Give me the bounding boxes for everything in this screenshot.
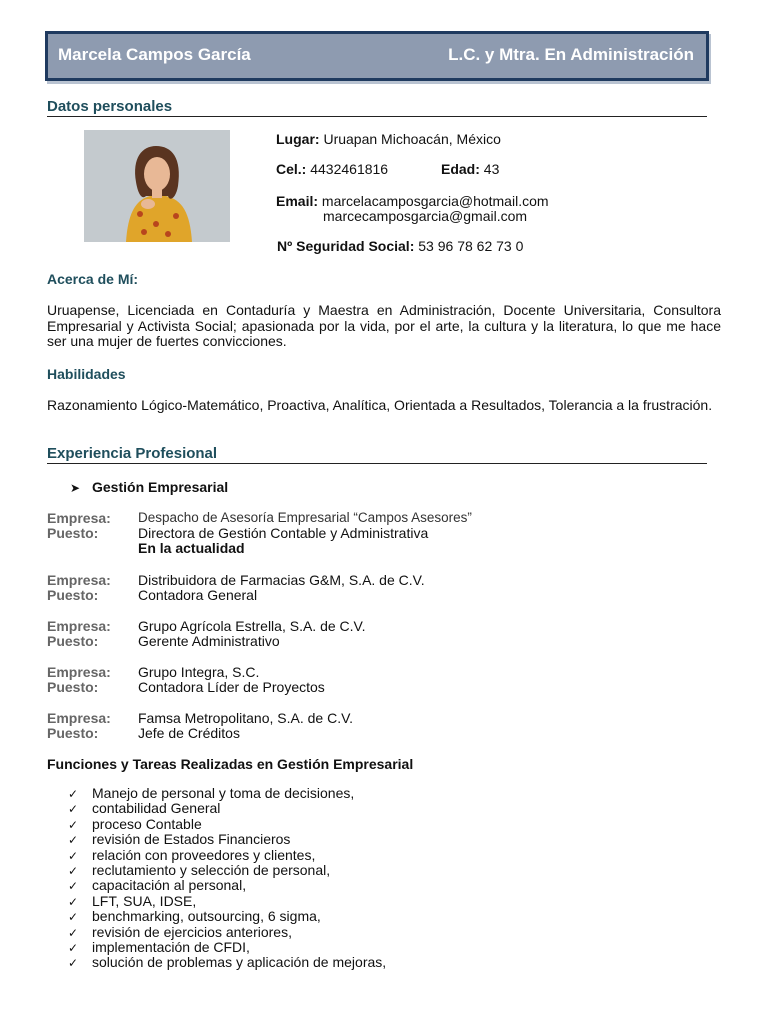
job-2-empresa: Distribuidora de Farmacias G&M, S.A. de C.V.	[138, 572, 425, 588]
job-1-puesto-label: Puesto:	[47, 525, 99, 541]
function-item	[68, 955, 386, 970]
profile-photo	[84, 130, 230, 242]
function-item	[68, 878, 386, 893]
candidate-name: Marcela Campos García	[58, 45, 251, 64]
checkmark-icon: ✓	[68, 925, 79, 940]
name-header-bar	[45, 31, 709, 81]
function-item	[68, 832, 386, 847]
function-item-text: revisión de ejercicios anteriores,	[92, 923, 292, 940]
job-5-empresa-label: Empresa:	[47, 710, 111, 726]
edad-label: Edad:	[441, 161, 480, 177]
nss-value: 53 96 78 62 73 0	[418, 238, 524, 254]
email-label: Email:	[276, 193, 319, 209]
job-1-empresa-label: Empresa:	[47, 510, 111, 526]
nss-label: Nº Seguridad Social:	[277, 238, 415, 254]
lugar-line	[276, 131, 501, 147]
function-item-text: LFT, SUA, IDSE,	[92, 892, 197, 909]
job-4-empresa-label: Empresa:	[47, 664, 111, 680]
function-item-text: Manejo de personal y toma de decisiones,	[92, 785, 355, 801]
function-item-text: reclutamiento y selección de personal,	[92, 861, 331, 878]
candidate-degree: L.C. y Mtra. En Administración	[448, 45, 694, 64]
lugar-label: Lugar:	[276, 131, 320, 147]
job-2-puesto: Contadora General	[138, 587, 258, 603]
cel-value: 4432461816	[310, 161, 389, 177]
job-2-puesto-label: Puesto:	[47, 587, 99, 603]
checkmark-icon: ✓	[68, 956, 79, 971]
function-item	[68, 848, 386, 863]
function-item-text: benchmarking, outsourcing, 6 sigma,	[92, 908, 321, 925]
job-1-puesto: Directora de Gestión Contable y Administrativa	[138, 525, 429, 541]
checkmark-icon: ✓	[68, 910, 79, 925]
profile-photo-image	[84, 130, 230, 242]
functions-title: Funciones y Tareas Realizadas en Gestión Empresarial	[47, 756, 414, 772]
checkmark-icon: ✓	[68, 833, 79, 848]
function-item	[68, 801, 386, 816]
checkmark-icon: ✓	[68, 802, 79, 817]
checkmark-icon: ✓	[68, 894, 79, 909]
job-2-empresa-label: Empresa:	[47, 572, 111, 588]
checkmark-icon: ✓	[68, 863, 79, 878]
job-3-empresa-label: Empresa:	[47, 618, 111, 634]
job-1-note: En la actualidad	[138, 540, 245, 556]
function-item-text: capacitación al personal,	[92, 877, 247, 894]
function-item	[68, 786, 386, 801]
section-title-skills: Habilidades	[47, 366, 126, 382]
checkmark-icon: ✓	[68, 817, 79, 832]
section-title-about: Acerca de Mí:	[47, 271, 139, 287]
job-4-empresa: Grupo Integra, S.C.	[138, 664, 260, 680]
nss-line	[277, 238, 523, 254]
email-line	[276, 193, 549, 209]
cel-label: Cel.:	[276, 161, 307, 177]
function-item	[68, 894, 386, 909]
about-text: Uruapense, Licenciada en Contaduría y Maestra en Administración, Docente Universitaria, Consultora Empresarial y Activista Social; apasionada por la vida, por el arte, la cultura y la literatura, lo que me hace ser una mujer de fuertes convicciones.	[47, 302, 721, 349]
function-item-text: solución de problemas y aplicación de mejoras,	[92, 954, 387, 971]
job-5-puesto: Jefe de Créditos	[138, 725, 240, 741]
function-item	[68, 817, 386, 832]
function-item-text: contabilidad General	[92, 800, 221, 817]
function-item	[68, 925, 386, 940]
job-1-empresa: Despacho de Asesoría Empresarial “Campos Asesores”	[138, 510, 472, 525]
job-3-puesto: Gerente Administrativo	[138, 633, 280, 649]
cel-line	[276, 161, 388, 177]
checkmark-icon: ✓	[68, 940, 79, 955]
email-secondary: marcecamposgarcia@gmail.com	[323, 208, 528, 224]
section-title-experience: Experiencia Profesional	[47, 445, 707, 464]
lugar-value: Uruapan Michoacán, México	[323, 131, 501, 147]
edad-value: 43	[483, 161, 500, 177]
function-item	[68, 863, 386, 878]
functions-list	[68, 786, 386, 971]
checkmark-icon: ✓	[68, 787, 79, 801]
function-item-text: relación con proveedores y clientes,	[92, 846, 316, 863]
job-5-puesto-label: Puesto:	[47, 725, 99, 741]
function-item-text: proceso Contable	[92, 815, 202, 832]
job-4-puesto-label: Puesto:	[47, 679, 99, 695]
edad-line	[441, 161, 499, 177]
email-primary: marcelacamposgarcia@hotmail.com	[321, 193, 549, 209]
job-5-empresa: Famsa Metropolitano, S.A. de C.V.	[138, 710, 354, 726]
job-4-puesto: Contadora Líder de Proyectos	[138, 679, 325, 695]
arrow-bullet-icon: ➤	[70, 481, 81, 495]
section-title-personal: Datos personales	[47, 98, 707, 117]
job-3-puesto-label: Puesto:	[47, 633, 99, 649]
function-item-text: revisión de Estados Financieros	[92, 831, 291, 848]
experience-area: Gestión Empresarial	[92, 479, 229, 495]
skills-text: Razonamiento Lógico-Matemático, Proactiva, Analítica, Orientada a Resultados, Tolerancia a la frustración.	[47, 397, 713, 413]
function-item	[68, 940, 386, 955]
function-item-text: implementación de CFDI,	[92, 938, 250, 955]
checkmark-icon: ✓	[68, 879, 79, 894]
checkmark-icon: ✓	[68, 848, 79, 863]
job-3-empresa: Grupo Agrícola Estrella, S.A. de C.V.	[138, 618, 366, 634]
function-item	[68, 909, 386, 924]
